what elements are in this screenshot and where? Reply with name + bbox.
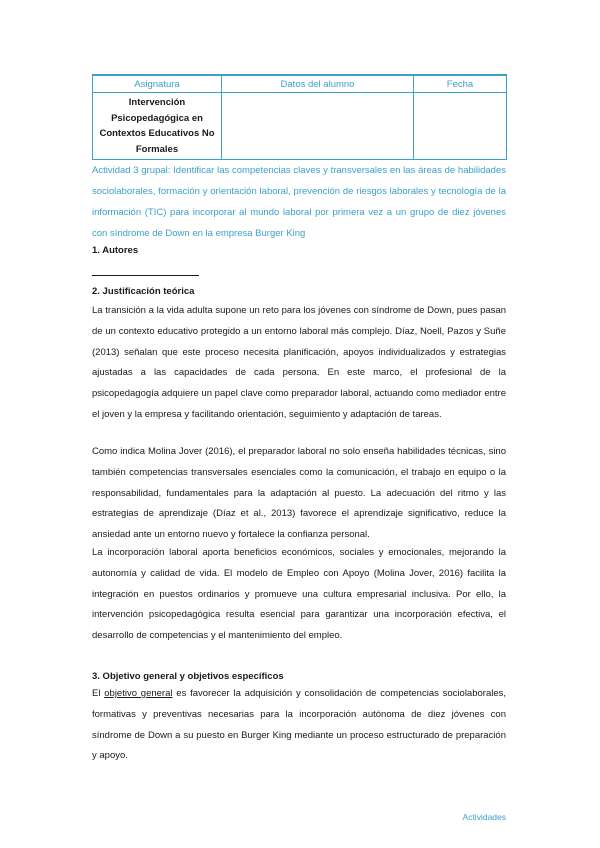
justification-paragraph-3: La incorporación laboral aporta beneficios económicos, sociales y emocionales, mejorando la autonomía y calidad de vida. El modelo de Empleo con Apoyo (Molina Jover, 2016) facilita la integración en puestos ordinarios y promueve una cultura empresarial inclusiva. Por ello, la intervención psicopedagógica resulta esencial para garantizar una incorporación efectiva, el desarrollo de competencias y el mantenimiento del empleo. [92, 547, 506, 642]
objective-prefix: El [92, 688, 101, 699]
justification-paragraph-2: Como indica Molina Jover (2016), el preparador laboral no solo enseña habilidades técnicas, sino también competencias transversales esenciales como la comunicación, el trabajo en equipo o la responsabilidad, fundamentales para la adaptación al puesto. La adecuación del ritmo y las estrategias de aprendizaje (Díaz et al., 2013) favorece el aprendizaje significativo, reduce la ansiedad ante un entorno nuevo y fortalece la confianza personal. [92, 446, 506, 541]
objective-rest: es favorecer la adquisición y consolidación de competencias sociolaborales, formativas y preventivas necesarias para la incorporación autónoma de diez jóvenes con síndrome de Down a su puesto en Burger King mediante un proceso estructurado de preparación y apoyo. [92, 688, 507, 762]
objectives-heading: 3. Objetivo general y objetivos específicos [92, 671, 284, 682]
objective-underlined: objetivo general [104, 688, 173, 699]
header-student-data: Datos del alumno [222, 75, 414, 93]
authors-heading: 1. Autores [92, 245, 139, 256]
date-cell [414, 93, 507, 160]
subject-cell: Intervención Psicopedagógica en Contextos Educativos No Formales [93, 93, 222, 160]
header-table [92, 74, 507, 160]
justification-paragraph-1: La transición a la vida adulta supone un reto para los jóvenes con síndrome de Down, pues pasan de un contexto educativo protegido a un entorno laboral más complejo. Díaz, Noell, Pazos y Suñe (2013) señalan que este proceso necesita planificación, apoyos individualizados y estrategias ajustadas a las capacidades de cada persona. En este marco, el profesional de la psicopedagogía adquiere un papel clave como preparador laboral, actuando como mediador entre el joven y la empresa y facilitando orientación, seguimiento y adaptación de tareas. [92, 305, 506, 420]
header-subject: Asignatura [93, 75, 222, 93]
authors-divider [92, 275, 199, 276]
objective-paragraph [92, 684, 506, 767]
footer-label: Actividades [462, 812, 506, 822]
student-data-cell [222, 93, 414, 160]
activity-title: Actividad 3 grupal: Identificar las competencias claves y transversales en las áreas de habilidades sociolaborales, formación y orientación laboral, prevención de riesgos laborales y tecnología de la información (TIC) para incorporar al mundo laboral por primera vez a un grupo de diez jóvenes con síndrome de Down en la empresa Burger King [92, 165, 506, 239]
justification-heading: 2. Justificación teórica [92, 286, 195, 297]
header-date: Fecha [414, 75, 507, 93]
